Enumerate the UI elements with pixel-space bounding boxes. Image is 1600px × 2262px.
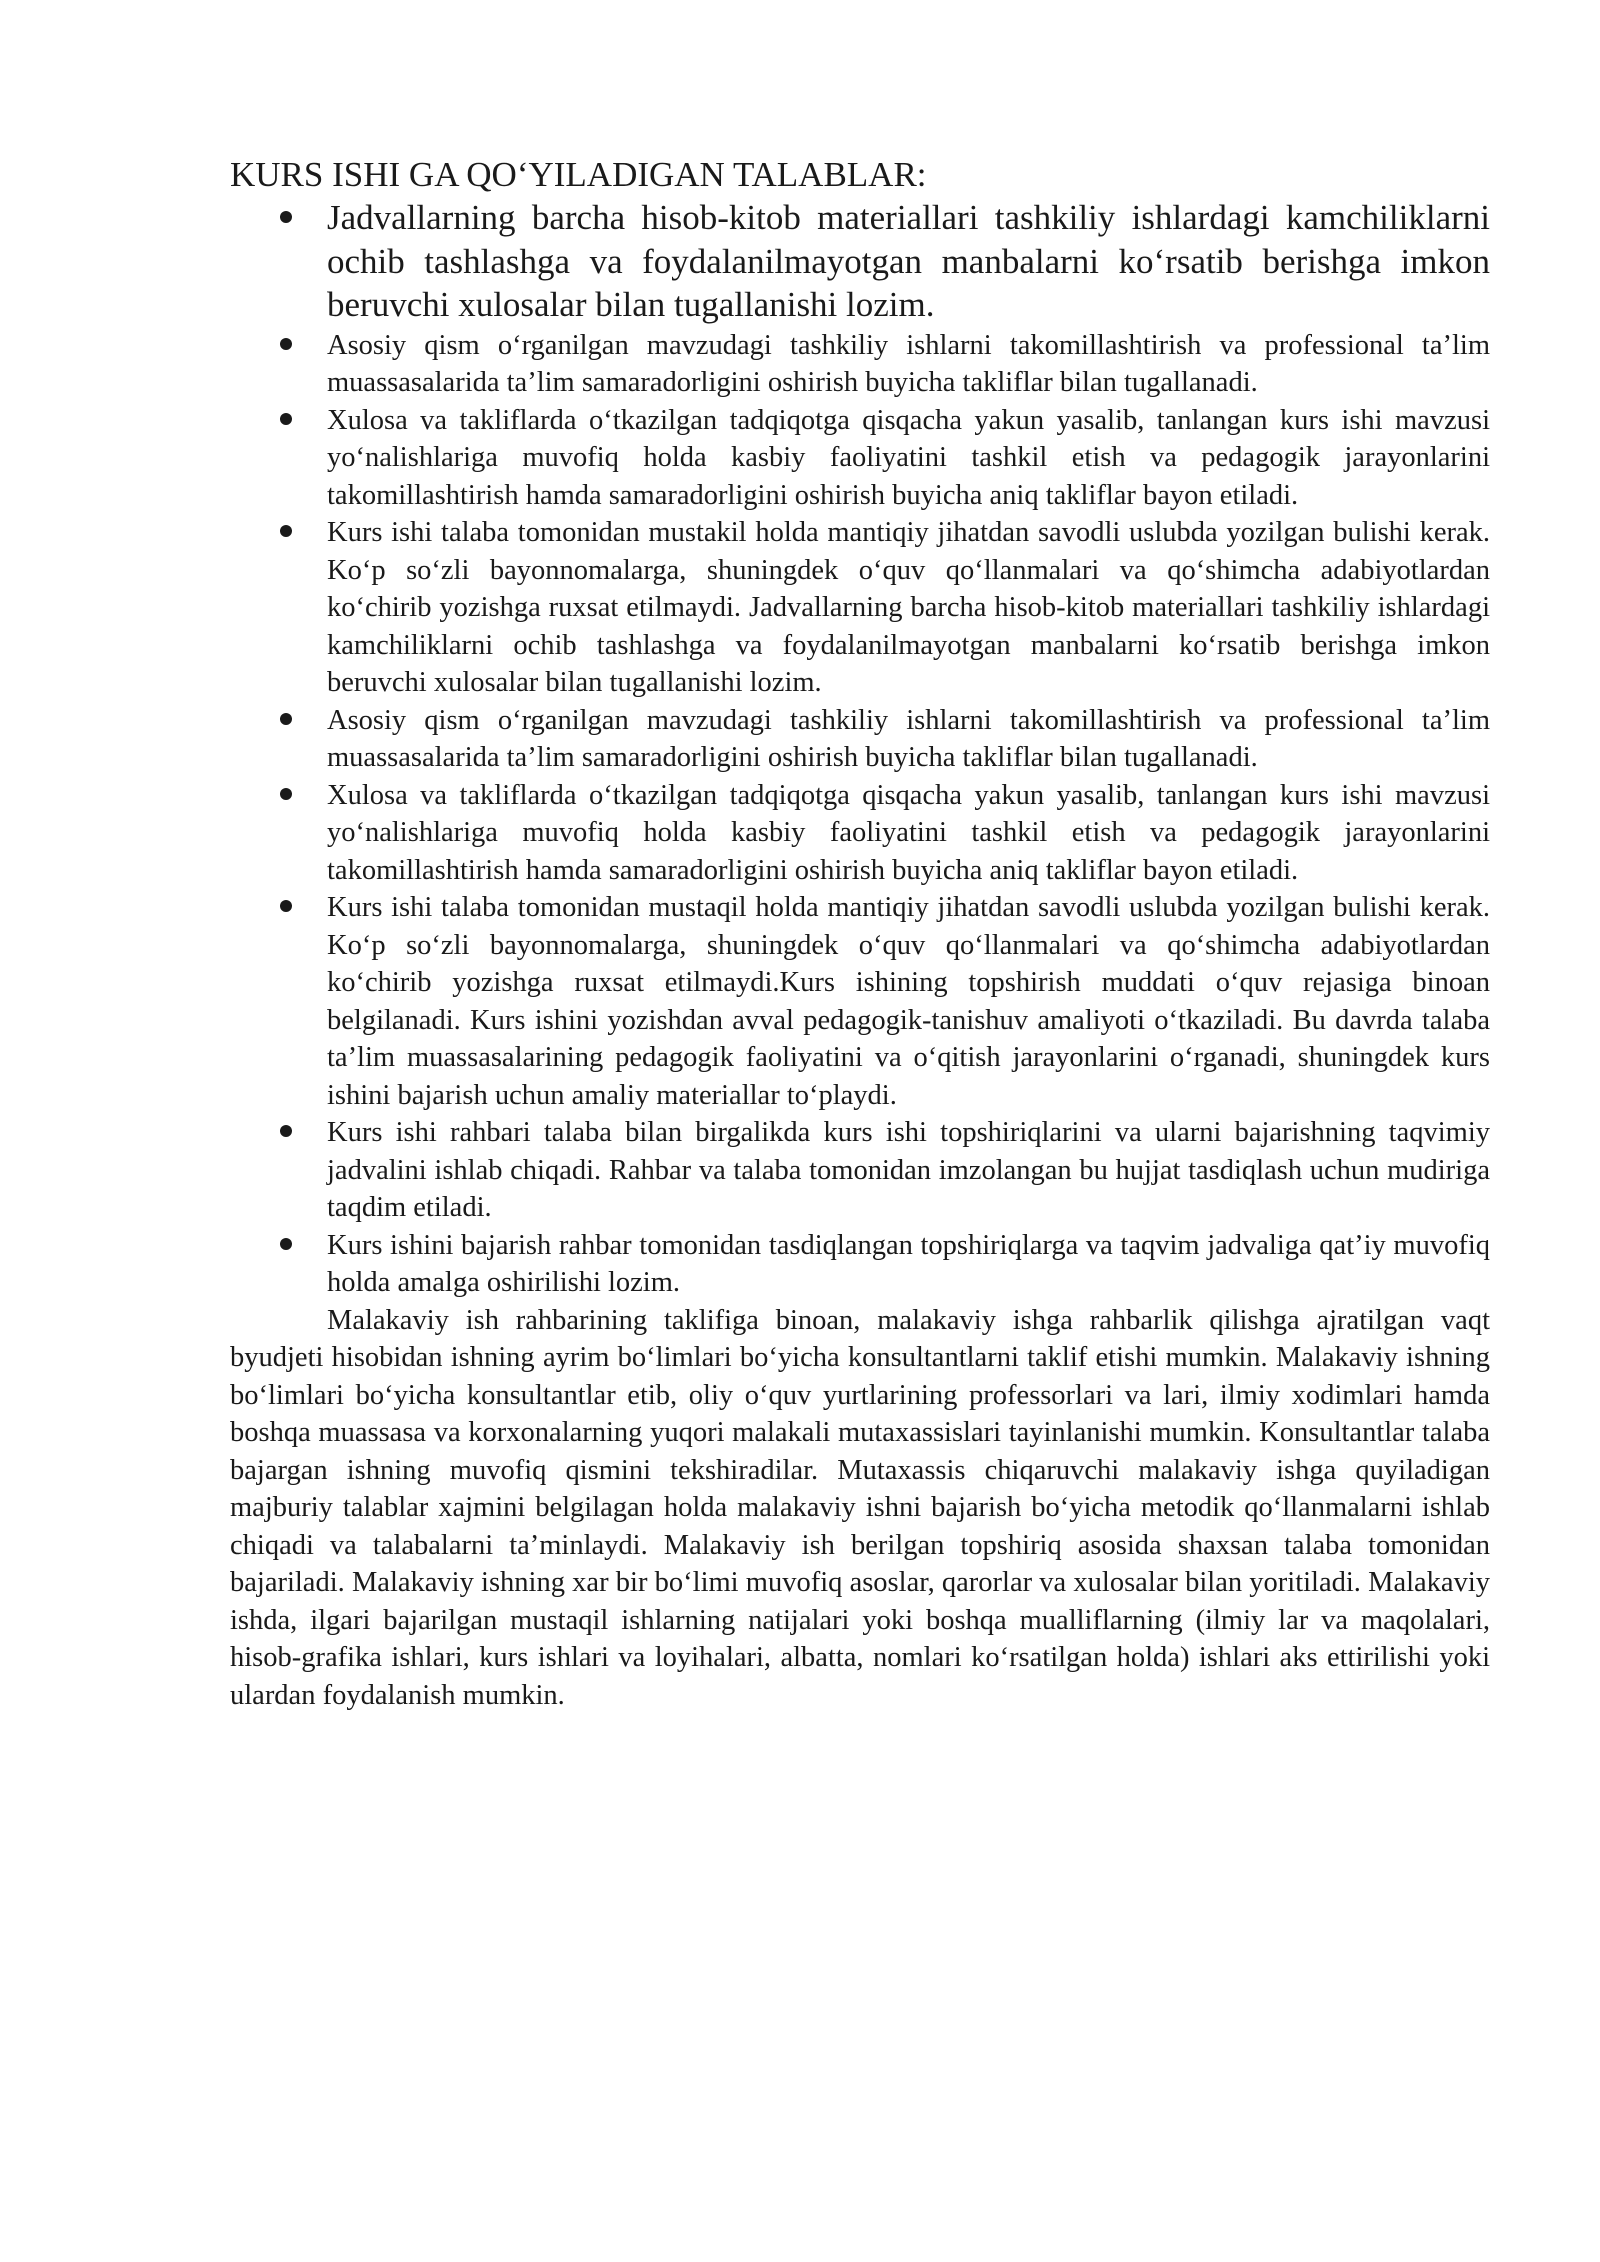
closing-paragraph: Malakaviy ish rahbarining taklifiga binoan, malakaviy ishga rahbarlik qilishga ajratilgan vaqt byudjeti hisobidan ishning ayrim bo‘limlari bo‘yicha konsultantlarni taklif etishi mumkin. Malakaviy ishning bo‘limlari bo‘yicha konsultantlar etib, oliy o‘quv yurtlarining professorlari va lari, ilmiy xodimlari hamda boshqa muassasa va korxonalarning yuqori malakali mutaxassislari tayinlanishi mumkin. Konsultantlar talaba bajargan ishning muvofiq qismini tekshiradilar. Mutaxassis chiqaruvchi malakaviy ishga quyiladigan majburiy talablar xajmini belgilagan holda malakaviy ishni bajarish bo‘yicha metodik qo‘llanmalarni ishlab chiqadi va talabalarni ta’minlaydi. Malakaviy ish berilgan topshiriq asosida shaxsan talaba tomonidan bajariladi. Malakaviy ishning xar bir bo‘limi muvofiq asoslar, qarorlar va xulosalar bilan yoritiladi. Malakaviy ishda, ilgari bajarilgan mustaqil ishlarning natijalari yoki boshqa mualliflarning (ilmiy lar va maqolalari, hisob-grafika ishlari, kurs ishlari va loyihalari, albatta, nomlari ko‘rsatilgan holda) ishlari aks ettirilishi yoki ulardan foydalanish mumkin. — [230, 1304, 1490, 1711]
list-item — [230, 889, 1490, 1114]
bullet-icon — [280, 338, 292, 350]
list-item-text: Kurs ishi talaba tomonidan mustaqil holda mantiqiy jihatdan savodli uslubda yozilgan bulishi kerak. Ko‘p so‘zli bayonnomalarga, shuningdek o‘quv qo‘llanmalari va qo‘shimcha adabiyotlardan ko‘chirib yozishga ruxsat etilmaydi.Kurs ishining topshirish muddati o‘quv rejasiga binoan belgilanadi. Kurs ishini yozishdan avval pedagogik-tanishuv amaliyoti o‘tkaziladi. Bu davrda talaba ta’lim muassasalarining pedagogik faoliyatini va o‘qitish jarayonlarini o‘rganadi, shuningdek kurs ishini bajarish uchun amaliy materiallar to‘playdi. — [327, 892, 1490, 1111]
bullet-icon — [280, 1125, 292, 1137]
list-item — [230, 196, 1490, 327]
list-item — [230, 327, 1490, 402]
list-item — [230, 777, 1490, 890]
list-item — [230, 402, 1490, 515]
list-item-text: Jadvallarning barcha hisob-kitob materiallari tashkiliy ishlardagi kamchiliklarni ochib tashlashga va foydalanilmayotgan manbalarni ko‘rsatib berishga imkon beruvchi xulosalar bilan tugallanishi lozim. — [327, 198, 1490, 324]
list-item — [230, 702, 1490, 777]
list-item-text: Xulosa va takliflarda o‘tkazilgan tadqiqotga qisqacha yakun yasalib, tanlangan kurs ishi mavzusi yo‘nalishlariga muvofiq holda kasbiy faoliyatini tashkil etish va pedagogik jarayonlarini takomillashtirish hamda samaradorligini oshirish buyicha aniq takliflar bayon etiladi. — [327, 779, 1490, 886]
list-item — [230, 1227, 1490, 1302]
list-item-text: Kurs ishi talaba tomonidan mustakil holda mantiqiy jihatdan savodli uslubda yozilgan bulishi kerak. Ko‘p so‘zli bayonnomalarga, shuningdek o‘quv qo‘llanmalari va qo‘shimcha adabiyotlardan ko‘chirib yozishga ruxsat etilmaydi. Jadvallarning barcha hisob-kitob materiallari tashkiliy ishlardagi kamchiliklarni ochib tashlashga va foydalanilmayotgan manbalarni ko‘rsatib berishga imkon beruvchi xulosalar bilan tugallanishi lozim. — [327, 517, 1490, 698]
bullet-icon — [280, 211, 292, 223]
list-item — [230, 1114, 1490, 1227]
bullet-icon — [280, 713, 292, 725]
bullet-icon — [280, 900, 292, 912]
list-item-text: Kurs ishini bajarish rahbar tomonidan tasdiqlangan topshiriqlarga va taqvim jadvaliga qat’iy muvofiq holda amalga oshirilishi lozim. — [327, 1229, 1490, 1298]
bullet-icon — [280, 525, 292, 537]
bullet-icon — [280, 1238, 292, 1250]
list-item-text: Kurs ishi rahbari talaba bilan birgalikda kurs ishi topshiriqlarini va ularni bajarishning taqvimiy jadvalini ishlab chiqadi. Rahbar va talaba tomonidan imzolangan bu hujjat tasdiqlash uchun mudiriga taqdim etiladi. — [327, 1117, 1490, 1223]
requirements-list — [230, 196, 1490, 1302]
list-item-text: Asosiy qism o‘rganilgan mavzudagi tashkiliy ishlarni takomillashtirish va professional ta’lim muassasalarida ta’lim samaradorligini oshirish buyicha takliflar bilan tugallanadi. — [327, 704, 1490, 773]
bullet-icon — [280, 413, 292, 425]
list-item-text: Asosiy qism o‘rganilgan mavzudagi tashkiliy ishlarni takomillashtirish va professional ta’lim muassasalarida ta’lim samaradorligini oshirish buyicha takliflar bilan tugallanadi. — [327, 329, 1490, 398]
list-item — [230, 514, 1490, 702]
list-item-text: Xulosa va takliflarda o‘tkazilgan tadqiqotga qisqacha yakun yasalib, tanlangan kurs ishi mavzusi yo‘nalishlariga muvofiq holda kasbiy faoliyatini tashkil etish va pedagogik jarayonlarini takomillashtirish hamda samaradorligini oshirish buyicha aniq takliflar bayon etiladi. — [327, 404, 1490, 511]
document-title: KURS ISHI GA QO‘YILADIGAN TALABLAR: — [230, 155, 927, 194]
bullet-icon — [280, 788, 292, 800]
document-body — [230, 154, 1490, 1714]
